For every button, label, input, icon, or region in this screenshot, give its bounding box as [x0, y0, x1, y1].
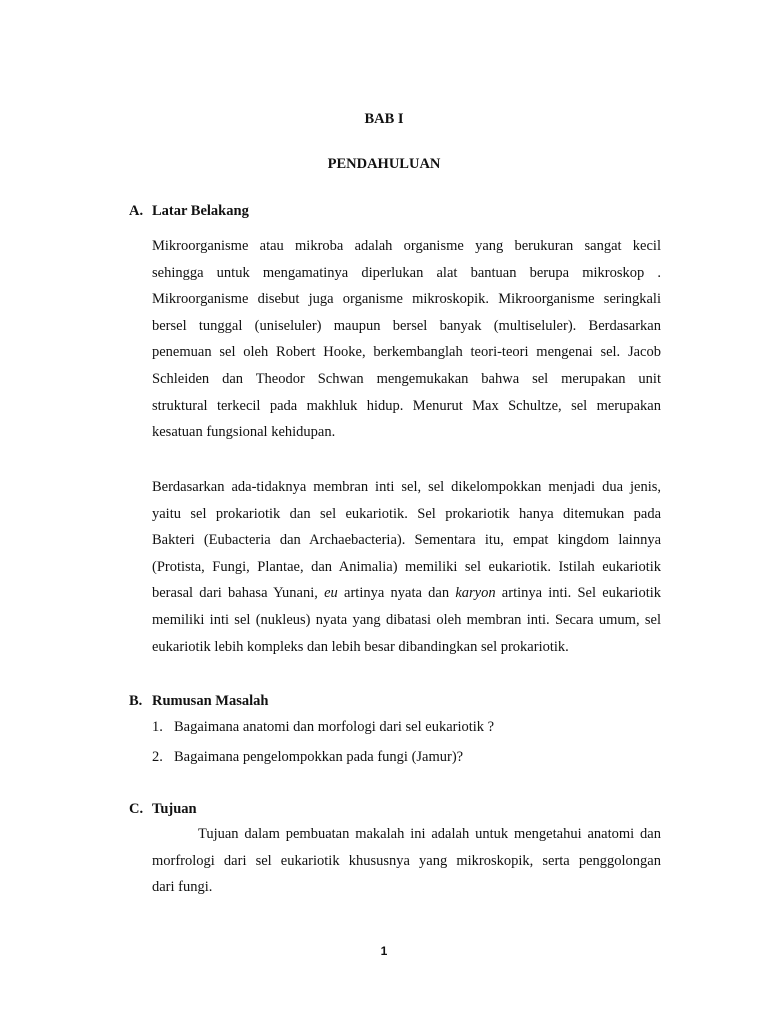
section-c-letter: C.: [129, 801, 144, 817]
paragraph-line: kesatuan fungsional kehidupan.: [152, 424, 336, 441]
paragraph-line: morfrologi dari sel eukariotik khususnya yang mikroskopik, serta penggolongan: [152, 852, 661, 869]
paragraph-line: Schleiden dan Theodor Schwan mengemukakan bahwa sel merupakan unit: [152, 370, 661, 387]
list-text: Bagaimana pengelompokkan pada fungi (Jamur)?: [174, 749, 464, 765]
section-b-title: Rumusan Masalah: [152, 693, 269, 709]
paragraph-line: eukariotik lebih kompleks dan lebih besar dibandingkan sel prokariotik.: [152, 638, 569, 655]
section-c-title: Tujuan: [152, 801, 197, 817]
list-number: 1.: [152, 719, 163, 735]
section-b-letter: B.: [129, 693, 143, 709]
text-run: artinya nyata dan: [337, 585, 456, 602]
section-c-paragraph: [152, 821, 661, 901]
paragraph-line: bersel tunggal (uniseluler) maupun bersel banyak (multiseluler). Berdasarkan: [152, 317, 661, 334]
list-text: Bagaimana anatomi dan morfologi dari sel eukariotik ?: [174, 719, 495, 735]
paragraph-line: (Protista, Fungi, Plantae, dan Animalia) memiliki sel eukariotik. Istilah eukariotik: [152, 558, 661, 575]
section-a-title: Latar Belakang: [152, 203, 249, 219]
italic-term-eu: eu: [324, 585, 338, 602]
chapter-title: PENDAHULUAN: [327, 156, 441, 172]
chapter-label: BAB I: [364, 111, 404, 127]
paragraph-line: Bakteri (Eubacteria dan Archaebacteria). Sementara itu, empat kingdom lainnya: [152, 532, 661, 549]
paragraph-line: dari fungi.: [152, 879, 213, 896]
list-number: 2.: [152, 749, 163, 765]
paragraph-line: memiliki inti sel (nukleus) nyata yang dibatasi oleh membran inti. Secara umum, sel: [152, 611, 661, 628]
section-a-letter: A.: [129, 203, 144, 219]
text-run: berasal dari bahasa Yunani,: [152, 585, 325, 602]
paragraph-line: yaitu sel prokariotik dan sel eukariotik. Sel prokariotik hanya ditemukan pada: [152, 505, 661, 522]
text-run: artinya inti. Sel eukariotik: [495, 585, 662, 602]
italic-term-karyon: karyon: [455, 585, 496, 602]
paragraph-line: penemuan sel oleh Robert Hooke, berkembanglah teori-teori mengenai sel. Jacob: [152, 344, 661, 361]
paragraph-line: Mikroorganisme atau mikroba adalah organisme yang berukuran sangat kecil: [152, 238, 661, 254]
paragraph-line: Tujuan dalam pembuatan makalah ini adalah untuk mengetahui anatomi dan: [198, 826, 661, 842]
paragraph-line: Mikroorganisme disebut juga organisme mikroskopik. Mikroorganisme seringkali: [152, 291, 661, 308]
section-a-paragraph-1: [152, 233, 661, 446]
paragraph-line-mixed: [152, 580, 661, 607]
paragraph-line: sehingga untuk mengamatinya diperlukan alat bantuan berupa mikroskop .: [152, 264, 661, 281]
paragraph-line: struktural terkecil pada makhluk hidup. Menurut Max Schultze, sel merupakan: [152, 397, 661, 414]
paragraph-line: Berdasarkan ada-tidaknya membran inti sel, sel dikelompokkan menjadi dua jenis,: [152, 479, 661, 495]
page-number: 1: [380, 944, 388, 958]
section-a-paragraph-2: [152, 474, 661, 660]
